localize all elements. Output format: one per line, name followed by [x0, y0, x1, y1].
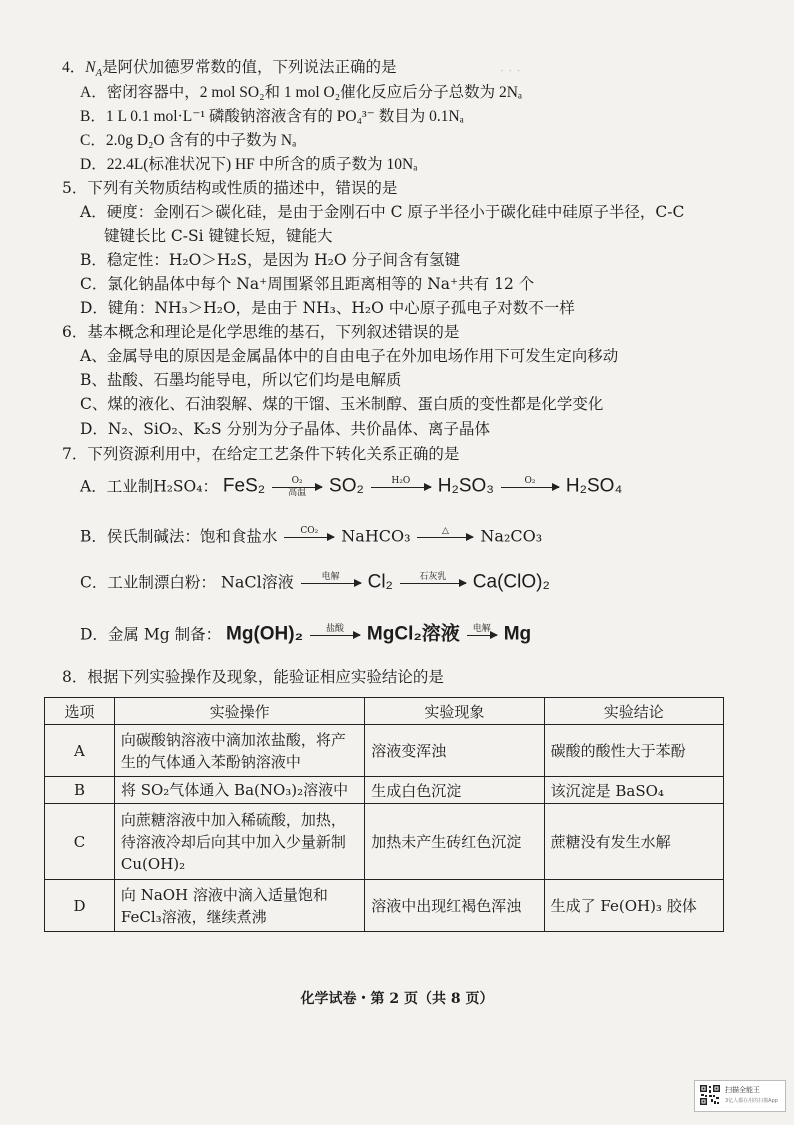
q6-option-b: B、盐酸、石墨均能导电，所以它们均是电解质: [80, 371, 402, 389]
table-cell: 该沉淀是 BaSO₄: [544, 777, 723, 804]
table-cell: 加热未产生砖红色沉淀: [365, 804, 544, 880]
q4-stem: 4．$N_A$是阿伏加德罗常数的值，下列说法正确的是: [62, 59, 397, 80]
experiment-table: [44, 697, 724, 932]
table-cell: 向蔗糖溶液中加入稀硫酸，加热，待溶液冷却后向其中加入少量新制 Cu(OH)₂: [114, 804, 364, 880]
table-cell: D: [45, 880, 115, 932]
q8-stem: 8．根据下列实验操作及现象，能验证相应实验结论的是: [62, 668, 444, 686]
scanner-app-tagline: 3亿人都在用的扫描App: [725, 1098, 778, 1104]
table-cell: 碳酸的酸性大于苯酚: [544, 725, 723, 777]
table-cell: A: [45, 725, 115, 777]
table-cell: 生成了 Fe(OH)₃ 胶体: [544, 880, 723, 932]
reaction-arrow: △: [417, 526, 473, 549]
table-cell: 溶液中出现红褐色浑浊: [365, 880, 544, 932]
table-cell: 生成白色沉淀: [365, 777, 544, 804]
q5-stem: 5．下列有关物质结构或性质的描述中，错误的是: [62, 179, 398, 197]
table-cell: 向碳酸钠溶液中滴加浓盐酸，将产生的气体通入苯酚钠溶液中: [114, 725, 364, 777]
q7-option-c: C．工业制漂白粉： NaCl溶液 电解 Cl₂ 石灰乳 Ca(ClO)₂: [80, 572, 550, 595]
q4-option-c: C．2.0g D₂O 含有的中子数为 Nₐ: [80, 132, 297, 149]
table-header-row: [45, 698, 724, 725]
q5-option-d: D．键角：NH₃＞H₂O，是由于 NH₃、H₂O 中心原子孤电子对数不一样: [80, 299, 575, 317]
table-row: [45, 777, 724, 804]
q7-stem: 7．下列资源利用中，在给定工艺条件下转化关系正确的是: [62, 445, 460, 463]
reaction-arrow: 石灰乳: [400, 572, 466, 595]
table-cell: B: [45, 777, 115, 804]
q6-option-d: D．N₂、SiO₂、K₂S 分别为分子晶体、共价晶体、离子晶体: [80, 420, 491, 438]
reaction-arrow: H₂O: [371, 476, 431, 499]
table-header: 实验操作: [114, 698, 364, 725]
q4-option-d: D．22.4L(标准状况下) HF 中所含的质子数为 10Nₐ: [80, 156, 418, 173]
reaction-arrow: O₂: [501, 476, 559, 499]
q6-stem: 6．基本概念和理论是化学思维的基石，下列叙述错误的是: [62, 323, 460, 341]
reaction-arrow: CO₂: [284, 526, 334, 549]
qr-code-icon: [699, 1084, 721, 1106]
q5-option-a: A．硬度：金刚石＞碳化硅，是由于金刚石中 C 原子半径小于碳化硅中硅原子半径，C-C: [80, 203, 685, 221]
table-cell: 将 SO₂气体通入 Ba(NO₃)₂溶液中: [114, 777, 364, 804]
q7-option-d: D．金属 Mg 制备： Mg(OH)₂ 盐酸 MgCl₂溶液 电解 Mg: [80, 624, 531, 647]
q4-option-a: A．密闭容器中，2 mol SO₂和 1 mol O₂催化反应后分子总数为 2Nₐ: [80, 84, 523, 101]
scanner-app-name: 扫描全能王: [725, 1086, 760, 1094]
table-cell: 蔗糖没有发生水解: [544, 804, 723, 880]
table-header: 选项: [45, 698, 115, 725]
q6-option-c: C、煤的液化、石油裂解、煤的干馏、玉米制醇、蛋白质的变性都是化学变化: [80, 395, 604, 413]
scanner-watermark: [694, 1080, 786, 1112]
table-header: 实验结论: [544, 698, 723, 725]
table-row: [45, 725, 724, 777]
reaction-arrow: 电解: [467, 624, 497, 647]
q7-option-a: A．工业制H₂SO₄： FeS₂ O₂ 高温 SO₂ H₂O H₂SO₃ O₂ H₂SO₄: [80, 475, 623, 498]
q6-option-a: A、金属导电的原因是金属晶体中的自由电子在外加电场作用下可发生定向移动: [80, 347, 619, 365]
reaction-arrow: O₂ 高温: [272, 476, 322, 499]
q4-option-b: B．1 L 0.1 mol·L⁻¹ 磷酸钠溶液含有的 PO₄³⁻ 数目为 0.1Nₐ: [80, 108, 464, 125]
q5-option-b: B．稳定性：H₂O＞H₂S，是因为 H₂O 分子间含有氢键: [80, 251, 460, 269]
table-cell: 溶液变浑浊: [365, 725, 544, 777]
table-row: [45, 880, 724, 932]
reaction-arrow: 盐酸: [310, 624, 360, 647]
q7-option-b: B．侯氏制碱法：饱和食盐水 CO₂ NaHCO₃ △ Na₂CO₃: [80, 526, 542, 549]
table-cell: 向 NaOH 溶液中滴入适量饱和 FeCl₃溶液，继续煮沸: [114, 880, 364, 932]
table-cell: C: [45, 804, 115, 880]
table-row: [45, 804, 724, 880]
bleed-through-mark: · · ·: [500, 64, 521, 79]
q5-option-c: C．氯化钠晶体中每个 Na⁺周围紧邻且距离相等的 Na⁺共有 12 个: [80, 275, 535, 293]
q5-option-a-cont: 键键长比 C-Si 键键长短，键能大: [104, 227, 333, 245]
table-header: 实验现象: [365, 698, 544, 725]
page-footer: 化学试卷・第 2 页（共 8 页）: [300, 991, 494, 1007]
reaction-arrow: 电解: [301, 572, 361, 595]
